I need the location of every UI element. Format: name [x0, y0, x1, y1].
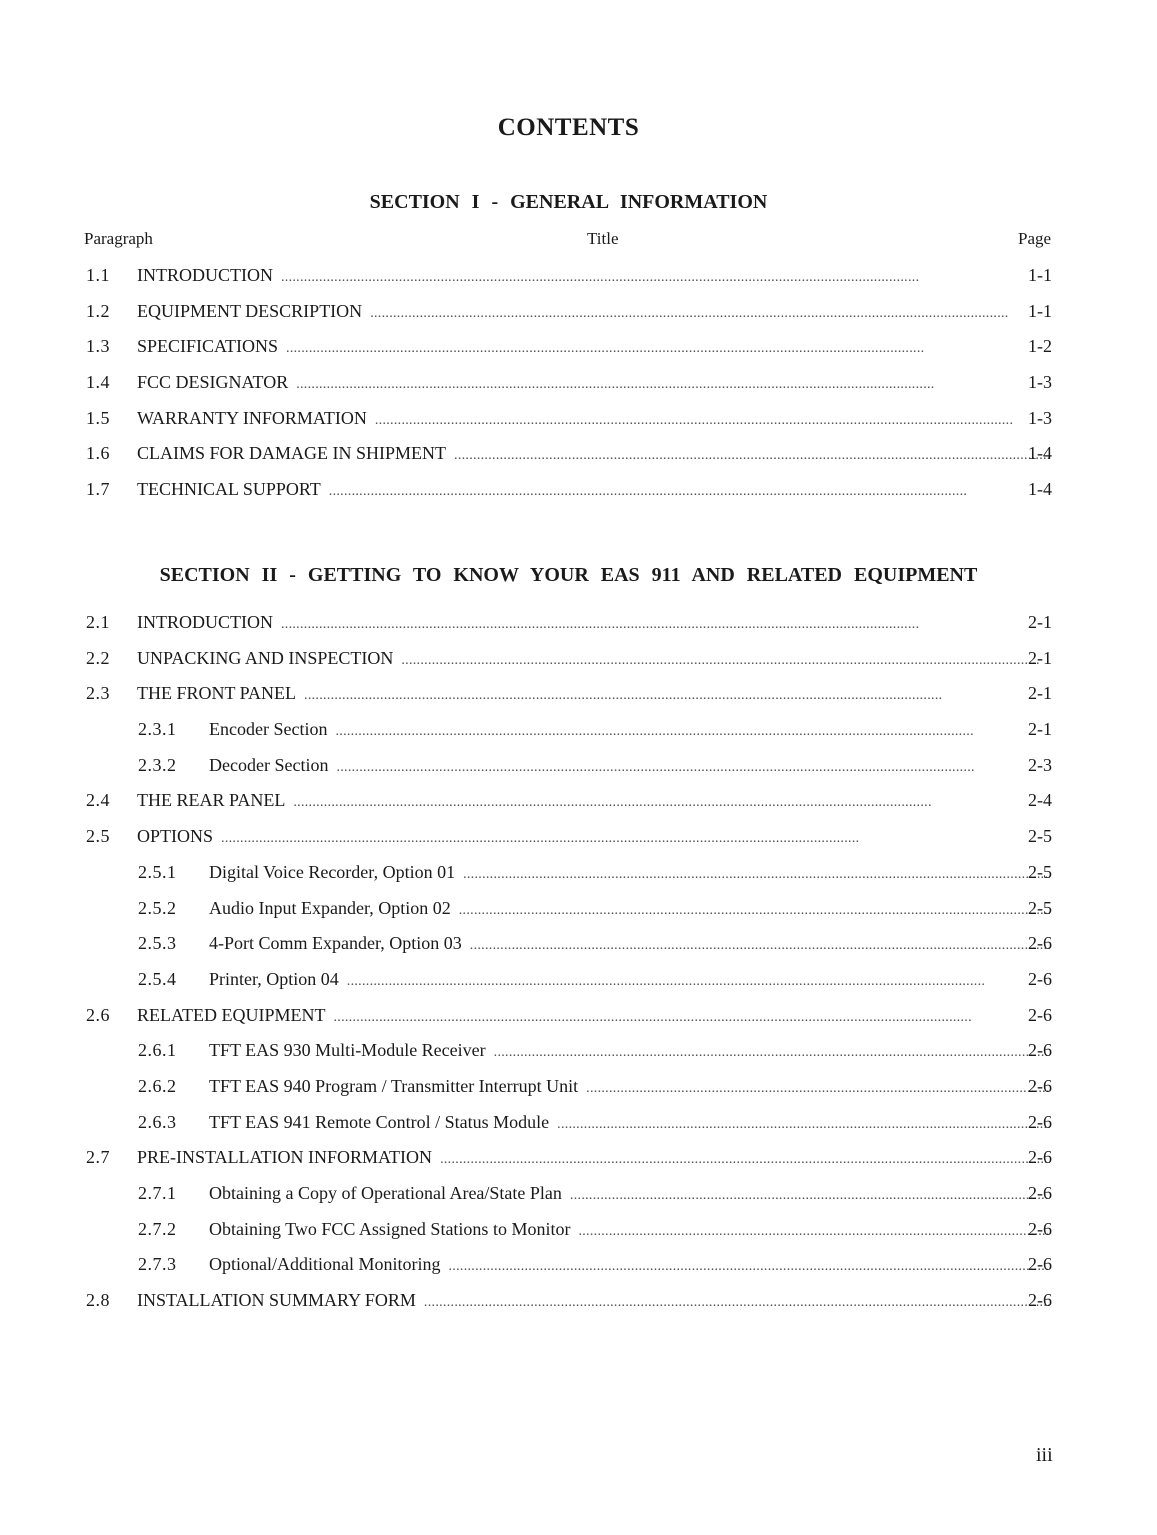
toc-entry-number: 2.7.3	[138, 1254, 177, 1275]
toc-entry	[0, 892, 1157, 928]
toc-entry-page: 2-6	[1028, 1147, 1052, 1168]
page-title: CONTENTS	[497, 114, 640, 141]
toc-entry-number: 2.5	[86, 826, 110, 847]
toc-entry-number: 1.1	[86, 265, 110, 285]
toc-entry-page: 2-1	[1028, 683, 1052, 704]
toc-entry-title: Decoder Section	[209, 754, 329, 775]
dot-leader	[586, 1076, 1050, 1097]
toc-entry	[0, 1034, 1157, 1070]
dot-leader	[329, 479, 1050, 500]
toc-entry-leader-line	[209, 719, 1054, 740]
toc-entry-page: 2-5	[1028, 897, 1052, 918]
toc-entry-title: INSTALLATION SUMMARY FORM	[137, 1290, 416, 1311]
dot-leader	[296, 372, 1050, 393]
toc-entry	[0, 1284, 1157, 1320]
column-header-paragraph: Paragraph	[84, 229, 153, 248]
toc-entry	[0, 1070, 1157, 1106]
toc-entry-number: 1.2	[86, 300, 110, 321]
dot-leader	[578, 1219, 1050, 1240]
toc-entry	[0, 927, 1157, 963]
toc-entry-title: FCC DESIGNATOR	[137, 372, 289, 393]
toc-entry-number: 2.7.1	[138, 1183, 177, 1203]
toc-entry	[0, 473, 1157, 509]
toc-entry-leader-line	[209, 933, 1054, 954]
toc-entry-number: 2.3.1	[138, 719, 177, 740]
toc-entry-leader-line	[137, 336, 1054, 357]
dot-leader	[375, 408, 1050, 429]
toc-entry	[0, 1177, 1157, 1213]
toc-entry	[0, 677, 1157, 713]
toc-entry-page: 2-6	[1028, 1111, 1052, 1132]
toc-entry	[0, 713, 1157, 749]
toc-entry-title: Digital Voice Recorder, Option 01	[209, 861, 456, 882]
toc-entry-leader-line	[137, 648, 1054, 669]
toc-entry-title: TFT EAS 941 Remote Control / Status Module	[209, 1111, 550, 1132]
toc-entry	[0, 963, 1157, 999]
toc-entry-leader-line	[209, 1183, 1054, 1204]
toc-entry	[0, 749, 1157, 785]
toc-entry-title: WARRANTY INFORMATION	[137, 407, 367, 428]
toc-entry-leader-line	[137, 1147, 1054, 1168]
toc-entry-title: SPECIFICATIONS	[137, 336, 279, 357]
toc-entry-number: 2.5.3	[138, 933, 177, 954]
toc-entry-title: EQUIPMENT DESCRIPTION	[137, 300, 363, 321]
toc-entry-title: Optional/Additional Monitoring	[209, 1254, 441, 1275]
toc-entry-title: THE REAR PANEL	[137, 790, 286, 811]
toc-entry-page: 2-5	[1028, 861, 1052, 882]
toc-entry-number: 2.6.3	[138, 1111, 177, 1132]
toc-entry-page: 2-1	[1028, 719, 1052, 740]
dot-leader	[370, 301, 1050, 322]
toc-entry-number: 2.4	[86, 790, 110, 811]
toc-entry-leader-line	[209, 969, 1054, 990]
toc-entry	[0, 366, 1157, 402]
toc-entry-page: 2-1	[1028, 612, 1052, 632]
toc-entry-number: 1.5	[86, 407, 110, 428]
toc-entry-number: 2.6	[86, 1004, 110, 1025]
dot-leader	[286, 336, 1050, 357]
toc-entry-number: 2.2	[86, 647, 110, 668]
toc-entry-leader-line	[137, 408, 1054, 429]
toc-entry	[0, 999, 1157, 1035]
toc-entry-title: TFT EAS 940 Program / Transmitter Interrupt Unit	[209, 1075, 579, 1096]
dot-leader	[494, 1040, 1050, 1061]
dot-leader	[401, 648, 1050, 669]
toc-entry-page: 2-1	[1028, 647, 1052, 668]
toc-entry	[0, 1213, 1157, 1249]
toc-entry-title: RELATED EQUIPMENT	[137, 1004, 326, 1025]
section-2-toc-list	[0, 606, 1157, 1320]
dot-leader	[293, 790, 1050, 811]
toc-entry-title: PRE-INSTALLATION INFORMATION	[137, 1147, 433, 1168]
toc-entry-leader-line	[209, 1040, 1054, 1061]
toc-entry-page: 1-1	[1028, 265, 1052, 285]
toc-entry-leader-line	[137, 1005, 1054, 1026]
toc-entry-title: Obtaining Two FCC Assigned Stations to Monitor	[209, 1218, 571, 1239]
toc-entry-number: 2.3.2	[138, 754, 177, 775]
toc-entry-leader-line	[137, 479, 1054, 500]
toc-entry-title: OPTIONS	[137, 826, 214, 847]
toc-entry-number: 2.5.1	[138, 861, 177, 882]
toc-entry-page: 2-4	[1028, 790, 1052, 811]
toc-entry-page: 2-6	[1028, 1183, 1052, 1203]
dot-leader	[281, 612, 1050, 633]
toc-entry-page: 2-6	[1028, 1075, 1052, 1096]
toc-entry-page: 2-6	[1028, 1040, 1052, 1061]
dot-leader	[333, 1005, 1050, 1026]
toc-entry-page: 1-3	[1028, 372, 1052, 393]
toc-entry	[0, 784, 1157, 820]
dot-leader	[463, 862, 1050, 883]
toc-entry-leader-line	[137, 683, 1054, 704]
column-header-page: Page	[1018, 229, 1052, 248]
toc-entry-title: INTRODUCTION	[137, 612, 273, 632]
toc-entry-leader-line	[209, 1076, 1054, 1097]
toc-entry	[0, 1248, 1157, 1284]
toc-entry-page: 1-2	[1028, 336, 1052, 357]
toc-entry	[0, 330, 1157, 366]
toc-entry-leader-line	[209, 1219, 1054, 1240]
dot-leader	[336, 755, 1050, 776]
dot-leader	[454, 443, 1050, 464]
toc-entry-number: 2.7.2	[138, 1218, 177, 1239]
section-1-toc-list	[0, 259, 1157, 509]
toc-entry	[0, 606, 1157, 642]
dot-leader	[304, 683, 1050, 704]
dot-leader	[281, 265, 1050, 286]
toc-entry-leader-line	[137, 1290, 1054, 1311]
toc-entry	[0, 856, 1157, 892]
dot-leader	[459, 898, 1050, 919]
toc-entry-leader-line	[209, 862, 1054, 883]
toc-entry-number: 1.4	[86, 372, 110, 393]
toc-entry-leader-line	[137, 301, 1054, 322]
toc-entry-title: Audio Input Expander, Option 02	[209, 897, 451, 918]
toc-entry-title: 4-Port Comm Expander, Option 03	[209, 933, 462, 954]
section-2-heading: SECTION II - GETTING TO KNOW YOUR EAS 911 AND RELATED EQUIPMENT	[159, 564, 978, 586]
dot-leader	[557, 1112, 1050, 1133]
toc-entry-page: 1-4	[1028, 443, 1052, 464]
dot-leader	[221, 826, 1050, 847]
toc-entry	[0, 642, 1157, 678]
toc-entry-title: Encoder Section	[209, 719, 328, 740]
toc-entry-page: 2-6	[1028, 1290, 1052, 1311]
toc-entry-page: 1-1	[1028, 300, 1052, 321]
toc-entry-title: THE FRONT PANEL	[137, 683, 297, 704]
toc-entry-number: 2.6.1	[138, 1040, 177, 1061]
toc-entry-page: 2-6	[1028, 1254, 1052, 1275]
toc-entry	[0, 1106, 1157, 1142]
toc-entry-leader-line	[209, 1254, 1054, 1275]
toc-entry-page: 2-6	[1028, 1218, 1052, 1239]
section-1-heading: SECTION I - GENERAL INFORMATION	[369, 191, 768, 213]
dot-leader	[347, 969, 1050, 990]
toc-entry-leader-line	[137, 790, 1054, 811]
toc-entry-leader-line	[209, 755, 1054, 776]
toc-entry-page: 1-3	[1028, 407, 1052, 428]
toc-entry-number: 1.6	[86, 443, 110, 464]
dot-leader	[424, 1290, 1050, 1311]
toc-entry-leader-line	[137, 826, 1054, 847]
toc-entry-number: 2.7	[86, 1147, 110, 1168]
toc-entry-leader-line	[209, 1112, 1054, 1133]
toc-entry-page: 2-6	[1028, 968, 1052, 989]
toc-entry-number: 2.8	[86, 1290, 110, 1311]
toc-entry-page: 2-3	[1028, 754, 1052, 775]
toc-entry-page: 2-6	[1028, 933, 1052, 954]
toc-entry	[0, 437, 1157, 473]
toc-entry-number: 2.3	[86, 683, 110, 704]
dot-leader	[470, 933, 1050, 954]
toc-entry-leader-line	[209, 898, 1054, 919]
toc-entry-title: Obtaining a Copy of Operational Area/State Plan	[209, 1183, 562, 1203]
toc-entry-leader-line	[137, 265, 1054, 286]
dot-leader	[449, 1254, 1051, 1275]
toc-entry-title: CLAIMS FOR DAMAGE IN SHIPMENT	[137, 443, 447, 464]
toc-entry-number: 2.5.2	[138, 897, 177, 918]
dot-leader	[440, 1147, 1050, 1168]
toc-entry	[0, 402, 1157, 438]
toc-entry-number: 1.3	[86, 336, 110, 357]
toc-entry-page: 2-5	[1028, 826, 1052, 847]
column-header-title: Title	[587, 229, 619, 248]
page-number: iii	[1036, 1444, 1053, 1466]
toc-entry-title: TFT EAS 930 Multi-Module Receiver	[209, 1040, 486, 1061]
toc-entry-number: 2.6.2	[138, 1075, 177, 1096]
toc-entry	[0, 259, 1157, 295]
toc-entry-title: TECHNICAL SUPPORT	[137, 479, 321, 500]
toc-entry-leader-line	[137, 612, 1054, 633]
toc-entry	[0, 295, 1157, 331]
toc-entry	[0, 820, 1157, 856]
toc-entry-page: 1-4	[1028, 479, 1052, 500]
toc-entry-leader-line	[137, 443, 1054, 464]
toc-entry-number: 2.5.4	[138, 968, 177, 989]
toc-entry-title: UNPACKING AND INSPECTION	[137, 647, 394, 668]
toc-entry-number: 1.7	[86, 479, 110, 500]
toc-entry-title: Printer, Option 04	[209, 968, 339, 989]
toc-entry-title: INTRODUCTION	[137, 265, 273, 285]
toc-entry-leader-line	[137, 372, 1054, 393]
toc-entry-number: 2.1	[86, 612, 110, 632]
dot-leader	[335, 719, 1050, 740]
dot-leader	[570, 1183, 1050, 1204]
toc-entry	[0, 1141, 1157, 1177]
toc-entry-page: 2-6	[1028, 1004, 1052, 1025]
